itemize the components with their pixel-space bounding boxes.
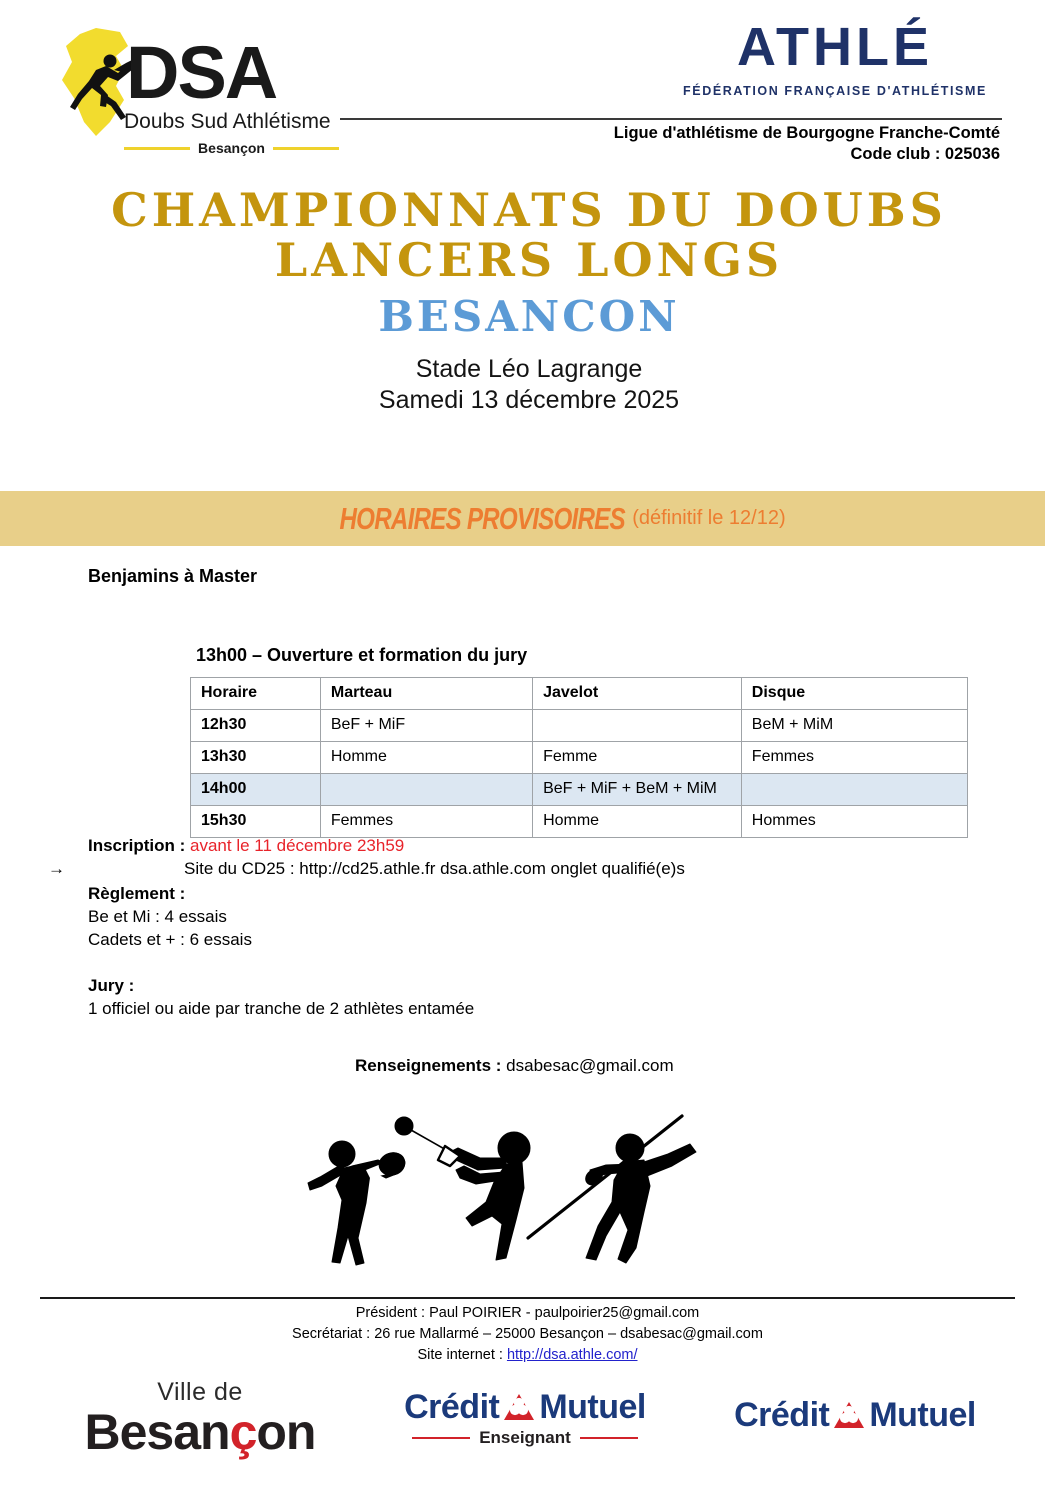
code-club: Code club : 025036: [850, 145, 1000, 163]
athletes-silhouettes-icon: [300, 1108, 720, 1273]
schedule-table: [190, 677, 968, 838]
sponsor-logos: [0, 1378, 1058, 1493]
athle-wordmark: ATHLÉ: [737, 17, 933, 77]
footer-divider: [40, 1297, 1015, 1299]
ligue-info: [340, 123, 1000, 165]
inscription-site-line[interactable]: Site du CD25 : http://cd25.athle.fr dsa.athle.com onglet qualifié(e)s: [184, 859, 685, 878]
footer-website-link[interactable]: http://dsa.athle.com/: [506, 1347, 638, 1363]
credit-mutuel-trefoil-icon: [502, 1392, 536, 1422]
table-header-row: [191, 678, 968, 710]
dsa-club-logo: [48, 22, 338, 167]
besancon-wordmark: [55, 1406, 345, 1458]
renseignements-email[interactable]: dsabesac@gmail.com: [506, 1056, 674, 1075]
jury-rule-line: 1 officiel ou aide par tranche de 2 athlètes entamée: [88, 999, 475, 1018]
column-header-marteau: Marteau: [320, 678, 532, 710]
divider-line-right: [273, 147, 339, 150]
cell-javelot: Homme: [533, 806, 742, 838]
discus-thrower-figure: [308, 1141, 408, 1265]
cm-wordmark-row: [700, 1396, 1010, 1434]
ville-de-besancon-logo: [55, 1378, 345, 1458]
cm-word-credit: Crédit: [734, 1396, 830, 1434]
inscription-row: [88, 834, 888, 857]
credit-mutuel-enseignant-logo: [400, 1388, 650, 1448]
divider-line-left: [124, 147, 190, 150]
banner-title: HORAIRES PROVISOIRES: [339, 500, 626, 536]
cell-time: 15h30: [191, 806, 321, 838]
dsa-city-label: Besançon: [198, 140, 265, 156]
ville-de-label: Ville de: [157, 1378, 243, 1406]
cell-marteau: Homme: [320, 742, 532, 774]
jury-label: Jury :: [88, 976, 135, 995]
cm-word-mutuel: Mutuel: [869, 1396, 976, 1434]
title-line-championnats: CHAMPIONNATS DU DOUBS: [111, 183, 947, 237]
cell-time: 14h00: [191, 774, 321, 806]
cm-tagline: Enseignant: [479, 1428, 571, 1447]
ffa-federation-logo: [670, 18, 1000, 98]
cell-javelot: Femme: [533, 742, 742, 774]
column-header-disque: Disque: [741, 678, 967, 710]
renseignements-label: Renseignements :: [355, 1056, 502, 1075]
dsa-city-row: [124, 140, 339, 156]
tagline-line-left: [412, 1437, 470, 1439]
cell-marteau: [320, 774, 532, 806]
categories-label: Benjamins à Master: [88, 566, 258, 586]
ffa-subtitle: FÉDÉRATION FRANÇAISE D'ATHLÉTISME: [683, 84, 987, 98]
footer-contact: [40, 1303, 1015, 1366]
cell-javelot: BeF + MiF + BeM + MiM: [533, 774, 742, 806]
cell-disque: Femmes: [741, 742, 967, 774]
reglement-label: Règlement :: [88, 884, 186, 903]
arrow-right-icon: →: [48, 859, 65, 878]
reglement-line-1: Be et Mi : 4 essais: [88, 907, 227, 926]
cell-javelot: [533, 710, 742, 742]
table-row: [191, 710, 968, 742]
inscription-label: Inscription :: [88, 836, 186, 855]
tagline-line-right: [580, 1437, 638, 1439]
cm-tagline-row: [400, 1428, 650, 1448]
hammer-thrower-figure: [395, 1117, 530, 1260]
reglement-line-2: Cadets et + : 6 essais: [88, 930, 252, 949]
table-row-highlighted: [191, 774, 968, 806]
header-divider: [340, 118, 1002, 120]
page-header: [0, 0, 1058, 175]
table-row: [191, 742, 968, 774]
table-row: [191, 806, 968, 838]
footer-website-row: [40, 1345, 1015, 1366]
title-line-city: BESANCON: [378, 292, 680, 341]
schedule-banner: [0, 491, 1045, 546]
cell-disque: Hommes: [741, 806, 967, 838]
dsa-club-name: Doubs Sud Athlétisme: [124, 110, 331, 133]
inscription-deadline: avant le 11 décembre 23h59: [190, 836, 405, 855]
credit-mutuel-trefoil-icon: [832, 1400, 866, 1430]
dsa-acronym: DSA: [126, 31, 277, 114]
besancon-part-a: Besan: [84, 1404, 230, 1460]
column-header-javelot: Javelot: [533, 678, 742, 710]
cm-word-mutuel: Mutuel: [539, 1388, 646, 1426]
title-line-lancers: LANCERS LONGS: [274, 233, 784, 287]
javelin-thrower-figure: [528, 1116, 696, 1263]
cm-wordmark-row: [400, 1388, 650, 1426]
footer-website-prefix: Site internet :: [417, 1347, 507, 1363]
column-header-horaire: Horaire: [191, 678, 321, 710]
cell-time: 13h30: [191, 742, 321, 774]
renseignements-section: [355, 1056, 674, 1076]
cell-marteau: BeF + MiF: [320, 710, 532, 742]
footer-secretariat: Secrétariat : 26 rue Mallarmé – 25000 Besançon – dsabesac@gmail.com: [292, 1326, 763, 1342]
ligue-name: Ligue d'athlétisme de Bourgogne Franche-Comté: [613, 124, 1000, 142]
info-section: [48, 834, 888, 951]
event-title-block: [0, 183, 1058, 416]
besancon-part-b: on: [256, 1404, 316, 1460]
throwers-illustration: [300, 1108, 720, 1273]
besancon-cedilla: ç: [229, 1404, 257, 1460]
event-date: Samedi 13 décembre 2025: [378, 386, 680, 414]
cell-time: 12h30: [191, 710, 321, 742]
cm-word-credit: Crédit: [404, 1388, 500, 1426]
opening-time-label: 13h00 – Ouverture et formation du jury: [196, 645, 528, 665]
venue-name: Stade Léo Lagrange: [415, 355, 643, 383]
banner-subtitle: (définitif le 12/12): [632, 507, 786, 529]
jury-section: [88, 974, 474, 1020]
footer-president: Président : Paul POIRIER - paulpoirier25@gmail.com: [355, 1305, 700, 1321]
cell-disque: [741, 774, 967, 806]
credit-mutuel-logo: [700, 1396, 1010, 1434]
site-row: [48, 857, 888, 880]
cell-disque: BeM + MiM: [741, 710, 967, 742]
cell-marteau: Femmes: [320, 806, 532, 838]
